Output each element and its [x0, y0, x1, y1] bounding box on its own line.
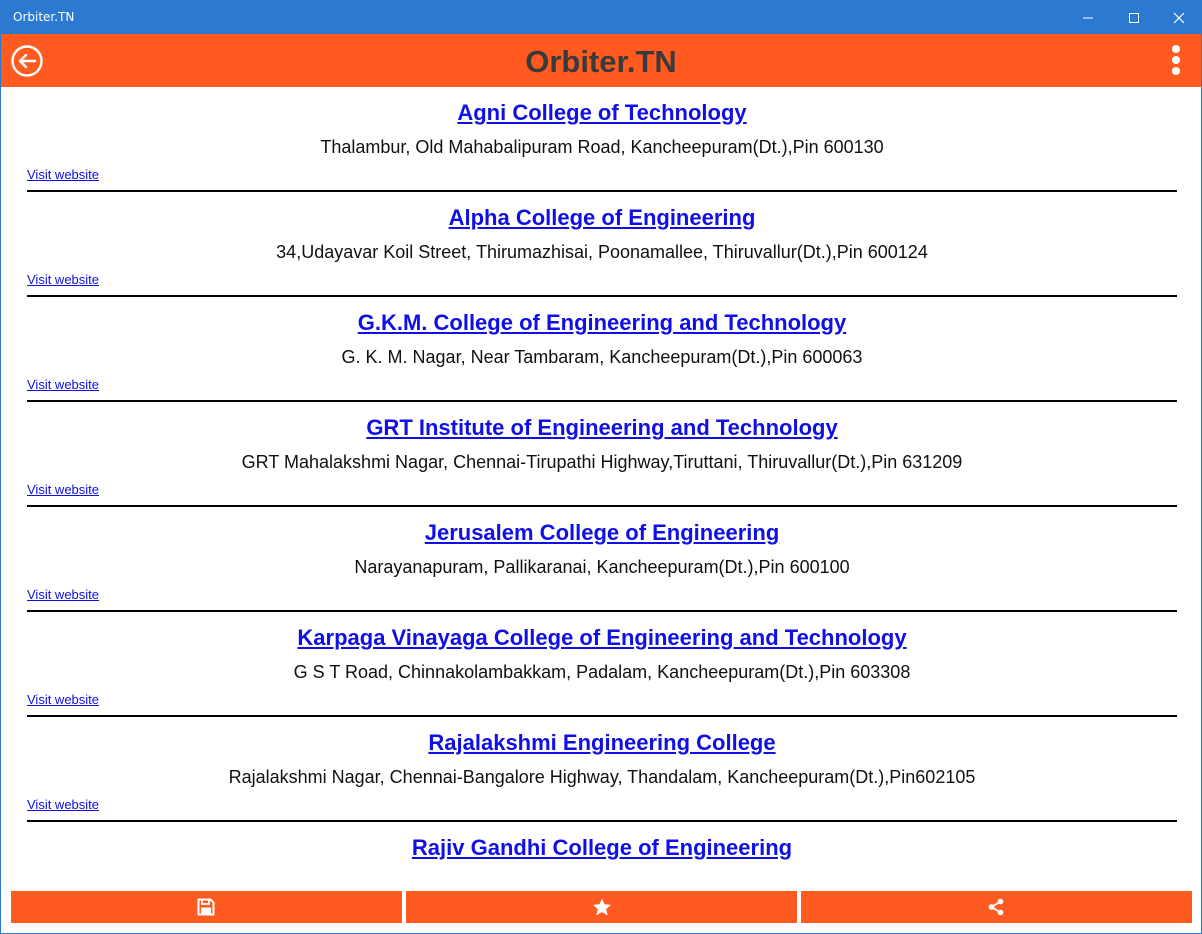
visit-website-link[interactable]: Visit website	[27, 587, 100, 602]
college-address: G S T Road, Chinnakolambakkam, Padalam, Kancheepuram(Dt.),Pin 603308	[293, 662, 911, 682]
college-address: G. K. M. Nagar, Near Tambaram, Kancheepuram(Dt.),Pin 600063	[341, 347, 863, 367]
maximize-button[interactable]	[1111, 1, 1157, 34]
list-item	[27, 507, 1177, 612]
window-title: Orbiter.TN	[13, 10, 75, 24]
share-icon	[987, 898, 1005, 916]
visit-website-link[interactable]: Visit website	[27, 797, 100, 812]
visit-website-link[interactable]: Visit website	[27, 377, 100, 392]
college-list[interactable]	[27, 87, 1177, 885]
college-name[interactable]: Jerusalem College of Engineering	[424, 520, 780, 545]
close-button[interactable]	[1156, 1, 1202, 34]
college-name[interactable]: Karpaga Vinayaga College of Engineering and Technology	[297, 625, 907, 650]
college-address: 34,Udayavar Koil Street, Thirumazhisai, Poonamallee, Thiruvallur(Dt.),Pin 600124	[276, 242, 928, 262]
college-name[interactable]: Agni College of Technology	[457, 100, 747, 125]
bottom-toolbar	[1, 885, 1201, 934]
list-item	[27, 717, 1177, 822]
college-name[interactable]: GRT Institute of Engineering and Technology	[366, 415, 838, 440]
college-name[interactable]: Alpha College of Engineering	[448, 205, 756, 230]
college-address: GRT Mahalakshmi Nagar, Chennai-Tirupathi Highway,Tiruttani, Thiruvallur(Dt.),Pin 631209	[241, 452, 963, 472]
list-item	[27, 297, 1177, 402]
favorite-button[interactable]	[406, 891, 797, 923]
save-icon	[197, 898, 215, 916]
visit-website-link[interactable]: Visit website	[27, 272, 100, 287]
minimize-button[interactable]	[1065, 1, 1111, 34]
college-name[interactable]: Rajiv Gandhi College of Engineering	[411, 835, 793, 860]
more-vertical-icon	[1164, 44, 1188, 78]
list-item	[27, 612, 1177, 717]
close-icon	[1173, 12, 1185, 24]
list-item	[27, 402, 1177, 507]
page-title: Orbiter.TN	[525, 44, 677, 79]
visit-website-link[interactable]: Visit website	[27, 482, 100, 497]
college-name[interactable]: G.K.M. College of Engineering and Technology	[357, 310, 847, 335]
visit-website-link[interactable]: Visit website	[27, 692, 100, 707]
minimize-icon	[1082, 12, 1094, 24]
college-address: Narayanapuram, Pallikaranai, Kancheepuram(Dt.),Pin 600100	[354, 557, 850, 577]
app-header	[1, 34, 1201, 87]
college-name[interactable]: Rajalakshmi Engineering College	[428, 730, 776, 755]
maximize-icon	[1128, 12, 1140, 24]
star-icon	[592, 898, 612, 916]
list-item	[27, 192, 1177, 297]
share-button[interactable]	[801, 891, 1192, 923]
college-address: Rajalakshmi Nagar, Chennai-Bangalore Highway, Thandalam, Kancheepuram(Dt.),Pin602105	[228, 767, 976, 787]
more-options-button[interactable]	[1164, 44, 1188, 78]
save-button[interactable]	[11, 891, 402, 923]
list-item	[27, 822, 1177, 885]
college-address: Thalambur, Old Mahabalipuram Road, Kancheepuram(Dt.),Pin 600130	[320, 137, 884, 157]
list-item	[27, 87, 1177, 192]
visit-website-link[interactable]: Visit website	[27, 167, 100, 182]
window-titlebar	[1, 1, 1201, 34]
